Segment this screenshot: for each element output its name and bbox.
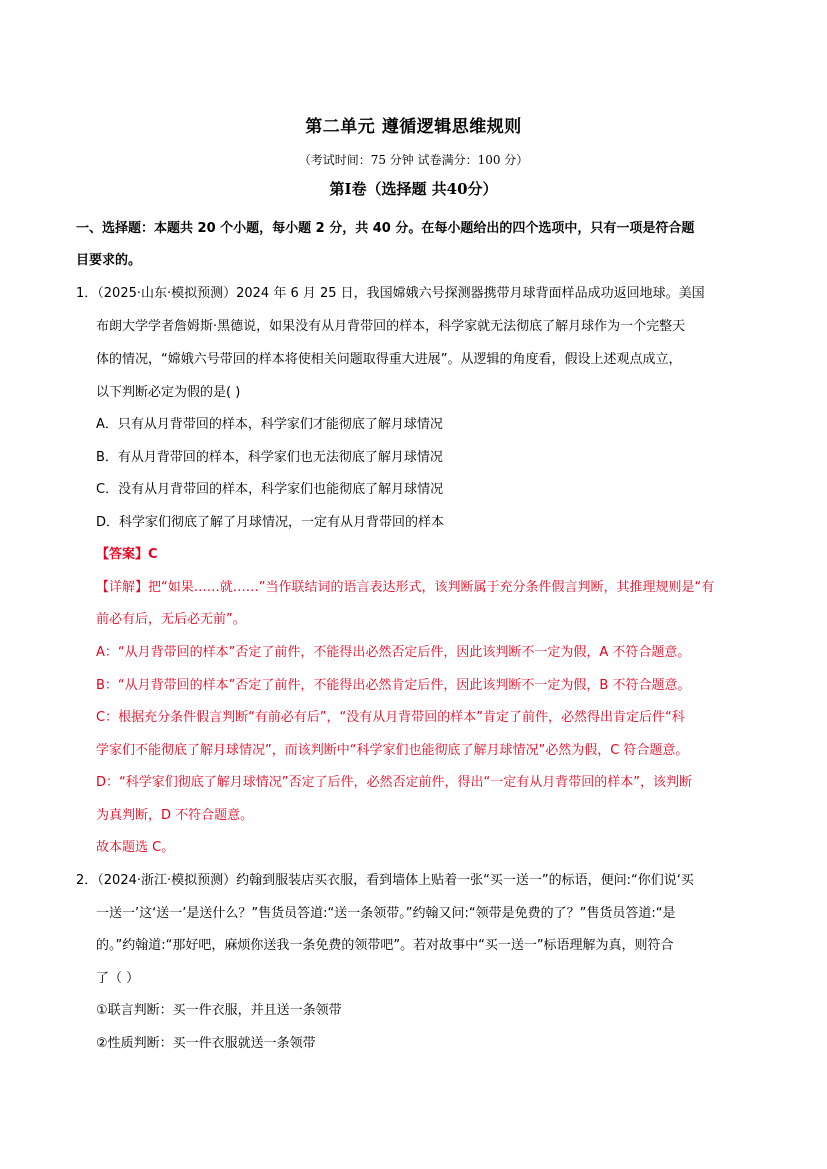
q1-stem-line-4: 以下判断必定为假的是( )	[96, 385, 241, 400]
q1-analysis-line-1: 【详解】把“如果……就……”当作联结词的语言表达形式，该判断属于充分条件假言判断，其推理规则是“有	[96, 580, 715, 595]
q1-stem-line-1: 1．（2025·山东·模拟预测）2024 年 6 月 25 日，我国嫦娥六号探测器携带月球背面样品成功返回地球。美国	[76, 286, 705, 301]
exam-info: （考试时间：75 分钟 试卷满分：100 分）	[298, 153, 529, 167]
q1-analysis-line-2: 前必有后，无后必无前”。	[96, 612, 246, 627]
q2-stem-line-4: 了（ ）	[96, 971, 140, 986]
q2-stem-line-3: 的。”约翰道:“那好吧，麻烦你送我一条免费的领带吧”。若对故事中“买一送一”标语理解为真，则符合	[96, 938, 674, 953]
q1-analysis-line-4: B：“从月背带回的样本”否定了前件，不能得出必然肯定后件，因此该判断不一定为假，B 不符合题意。	[96, 678, 691, 693]
q1-stem-line-3: 体的情况，“嫦娥六号带回的样本将使相关问题取得重大进展”。从逻辑的角度看，假设上述观点成立，	[96, 352, 682, 367]
q1-option-a: A．只有从月背带回的样本，科学家们才能彻底了解月球情况	[96, 417, 443, 432]
q2-stem-line-1: 2．（2024·浙江·模拟预测）约翰到服装店买衣服，看到墙体上贴着一张“买一送一”的标语，便问:“你们说‘买	[76, 873, 694, 888]
q1-analysis-line-3: A：“从月背带回的样本”否定了前件，不能得出必然否定后件，因此该判断不一定为假，A 不符合题意。	[96, 645, 691, 660]
q1-analysis-line-7: D：“科学家们彻底了解月球情况”否定了后件，必然否定前件，得出“一定有从月背带回的样本”，该判断	[96, 775, 692, 790]
q2-stem-line-2: 一送一’这‘送一’是送什么？”售货员答道:“送一条领带。”约翰又问:“领带是免费的了？”售货员答道:“是	[96, 906, 676, 921]
q1-analysis-line-5: C：根据充分条件假言判断“有前必有后”，“没有从月背带回的样本”肯定了前件，必然得出肯定后件“科	[96, 710, 685, 725]
part-heading: 第Ⅰ卷（选择题 共40分）	[329, 180, 498, 198]
section-instruction-line-2: 目要求的。	[76, 253, 142, 268]
q1-option-c: C．没有从月背带回的样本，科学家们也能彻底了解月球情况	[96, 482, 444, 497]
q2-option-2: ②性质判断：买一件衣服就送一条领带	[96, 1036, 316, 1051]
q1-option-b: B．有从月背带回的样本，科学家们也无法彻底了解月球情况	[96, 450, 443, 465]
q1-answer: 【答案】C	[96, 547, 158, 562]
q1-option-d: D．科学家们彻底了解了月球情况，一定有从月背带回的样本	[96, 515, 445, 530]
page-title: 第二单元 遵循逻辑思维规则	[305, 117, 522, 137]
q1-analysis-line-6: 学家们不能彻底了解月球情况”，而该判断中“科学家们也能彻底了解月球情况”必然为假，C 符合题意。	[96, 743, 689, 758]
q2-option-1: ①联言判断：买一件衣服，并且送一条领带	[96, 1003, 342, 1018]
q1-analysis-line-8: 为真判断，D 不符合题意。	[96, 808, 254, 823]
q1-stem-line-2: 布朗大学学者詹姆斯·黑德说，如果没有从月背带回的样本，科学家就无法彻底了解月球作为一个完整天	[96, 319, 686, 334]
section-instruction-line-1: 一、选择题：本题共 20 个小题，每小题 2 分，共 40 分。在每小题给出的四个选项中，只有一项是符合题	[76, 221, 695, 236]
q1-analysis-line-9: 故本题选 C。	[96, 840, 175, 855]
